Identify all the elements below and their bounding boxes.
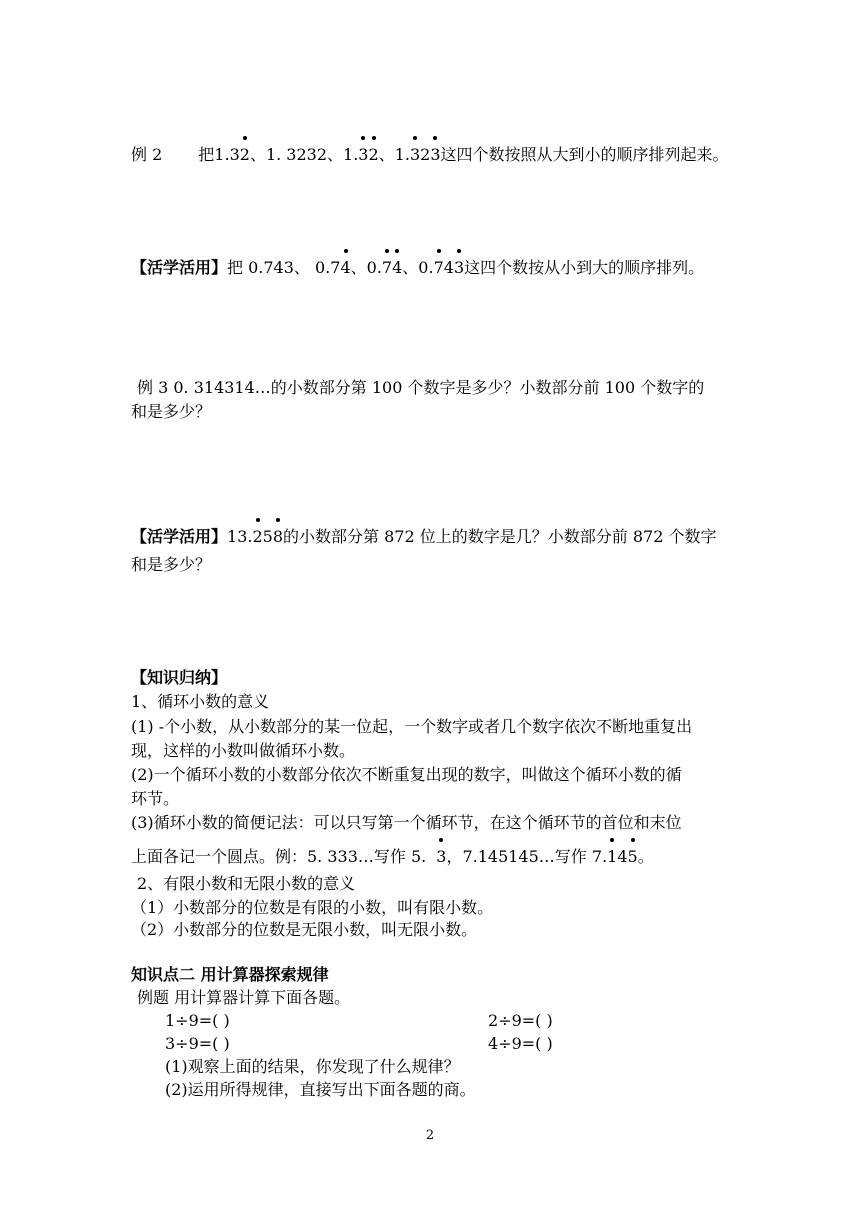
example-2-label: 例 2 bbox=[131, 145, 163, 164]
separator-text: 、1. 3232、 bbox=[249, 145, 344, 164]
repeating-digit: 2 bbox=[240, 143, 250, 167]
repeating-digit: 3 bbox=[454, 256, 464, 280]
practice-2-suffix: 的小数部分第 872 位上的数字是几？小数部分前 872 个数字 bbox=[283, 527, 717, 546]
section-2-title: 知识点二 用计算器探索规律 bbox=[131, 965, 329, 984]
number-text: 1.3 bbox=[214, 145, 240, 164]
repeating-digit: 3 bbox=[410, 143, 420, 167]
practice-label: 【活学活用】 bbox=[131, 527, 228, 546]
repeating-digit: 3 bbox=[358, 143, 368, 167]
summary-p2-line-2: 环节。 bbox=[131, 789, 180, 808]
number-text: 2 bbox=[420, 145, 431, 164]
number-text: 13. bbox=[227, 527, 253, 546]
separator-text: 、0. bbox=[350, 258, 382, 277]
separator-text: 、0. bbox=[402, 258, 434, 277]
summary-text: ，7.145145…写作 7. bbox=[446, 847, 608, 866]
number-text: 5 bbox=[262, 527, 273, 546]
summary-heading-1: 1、循环小数的意义 bbox=[131, 692, 270, 711]
question-1: (1)观察上面的结果，你发现了什么规律？ bbox=[165, 1057, 460, 1076]
equation-1: 1÷9=( ) bbox=[165, 1011, 230, 1030]
summary-q2: （2）小数部分的位数是无限小数，叫无限小数。 bbox=[131, 920, 478, 939]
summary-heading-2: 2、有限小数和无限小数的意义 bbox=[137, 874, 356, 893]
number-text: 4 bbox=[617, 847, 628, 866]
example-2-suffix: 这四个数按照从大到小的顺序排列起来。 bbox=[440, 145, 729, 164]
repeating-digit: 7 bbox=[434, 256, 444, 280]
page-number: 2 bbox=[425, 1128, 435, 1143]
repeating-digit: 8 bbox=[273, 525, 283, 549]
repeating-digit: 3 bbox=[430, 143, 440, 167]
summary-p2-line-1: (2)一个循环小数的小数部分依次不断重复出现的数字，叫做这个循环小数的循 bbox=[131, 765, 682, 784]
repeating-digit: 7 bbox=[382, 256, 392, 280]
equation-3: 3÷9=( ) bbox=[165, 1034, 230, 1053]
summary-text: 上面各记一个圆点。例：5. 333…写作 5. bbox=[131, 847, 427, 866]
repeating-digit: 5 bbox=[628, 845, 638, 869]
practice-2-line bbox=[131, 525, 716, 549]
example-2-prefix: 把 bbox=[198, 145, 215, 164]
summary-title: 【知识归纳】 bbox=[131, 668, 228, 687]
example-3-line-2: 和是多少？ bbox=[131, 402, 212, 421]
practice-label: 【活学活用】 bbox=[131, 258, 228, 277]
repeating-digit: 2 bbox=[252, 525, 262, 549]
separator-text: 、 bbox=[378, 145, 395, 164]
repeating-digit: 1 bbox=[607, 845, 617, 869]
summary-p3-line-1: (3)循环小数的简便记法：可以只写第一个循环节，在这个循环节的首位和末位 bbox=[131, 813, 682, 832]
number-text: 1. bbox=[343, 145, 359, 164]
practice-1-line bbox=[131, 256, 704, 280]
repeating-digit: 4 bbox=[340, 256, 350, 280]
practice-2-line-2: 和是多少？ bbox=[131, 555, 212, 574]
practice-1-suffix: 这四个数按从小到大的顺序排列。 bbox=[464, 258, 705, 277]
number-text: 1. bbox=[394, 145, 410, 164]
summary-q1: （1）小数部分的位数是有限的小数，叫有限小数。 bbox=[131, 898, 494, 917]
number-text: 4 bbox=[443, 258, 454, 277]
repeating-digit: 4 bbox=[392, 256, 402, 280]
equation-4: 4÷9=( ) bbox=[488, 1034, 553, 1053]
summary-p1-line-2: 现，这样的小数叫做循环小数。 bbox=[131, 741, 356, 760]
repeating-digit: 3 bbox=[436, 845, 446, 869]
question-2: (2)运用所得规律，直接写出下面各题的商。 bbox=[165, 1080, 476, 1099]
summary-p3-line-2 bbox=[131, 845, 654, 869]
section-2-example: 例题 用计算器计算下面各题。 bbox=[137, 988, 351, 1007]
practice-1-prefix: 把 0.743、 0.7 bbox=[227, 258, 341, 277]
example-3-line-1: 例 3 0. 314314…的小数部分第 100 个数字是多少？小数部分前 100 个数字的 bbox=[137, 378, 705, 397]
repeating-digit: 2 bbox=[368, 143, 378, 167]
example-2-line bbox=[131, 143, 729, 167]
summary-p1-line-1: (1) -个小数，从小数部分的某一位起，一个数字或者几个数字依次不断地重复出 bbox=[131, 717, 693, 736]
summary-text: 。 bbox=[637, 847, 654, 866]
equation-2: 2÷9=( ) bbox=[488, 1011, 553, 1030]
